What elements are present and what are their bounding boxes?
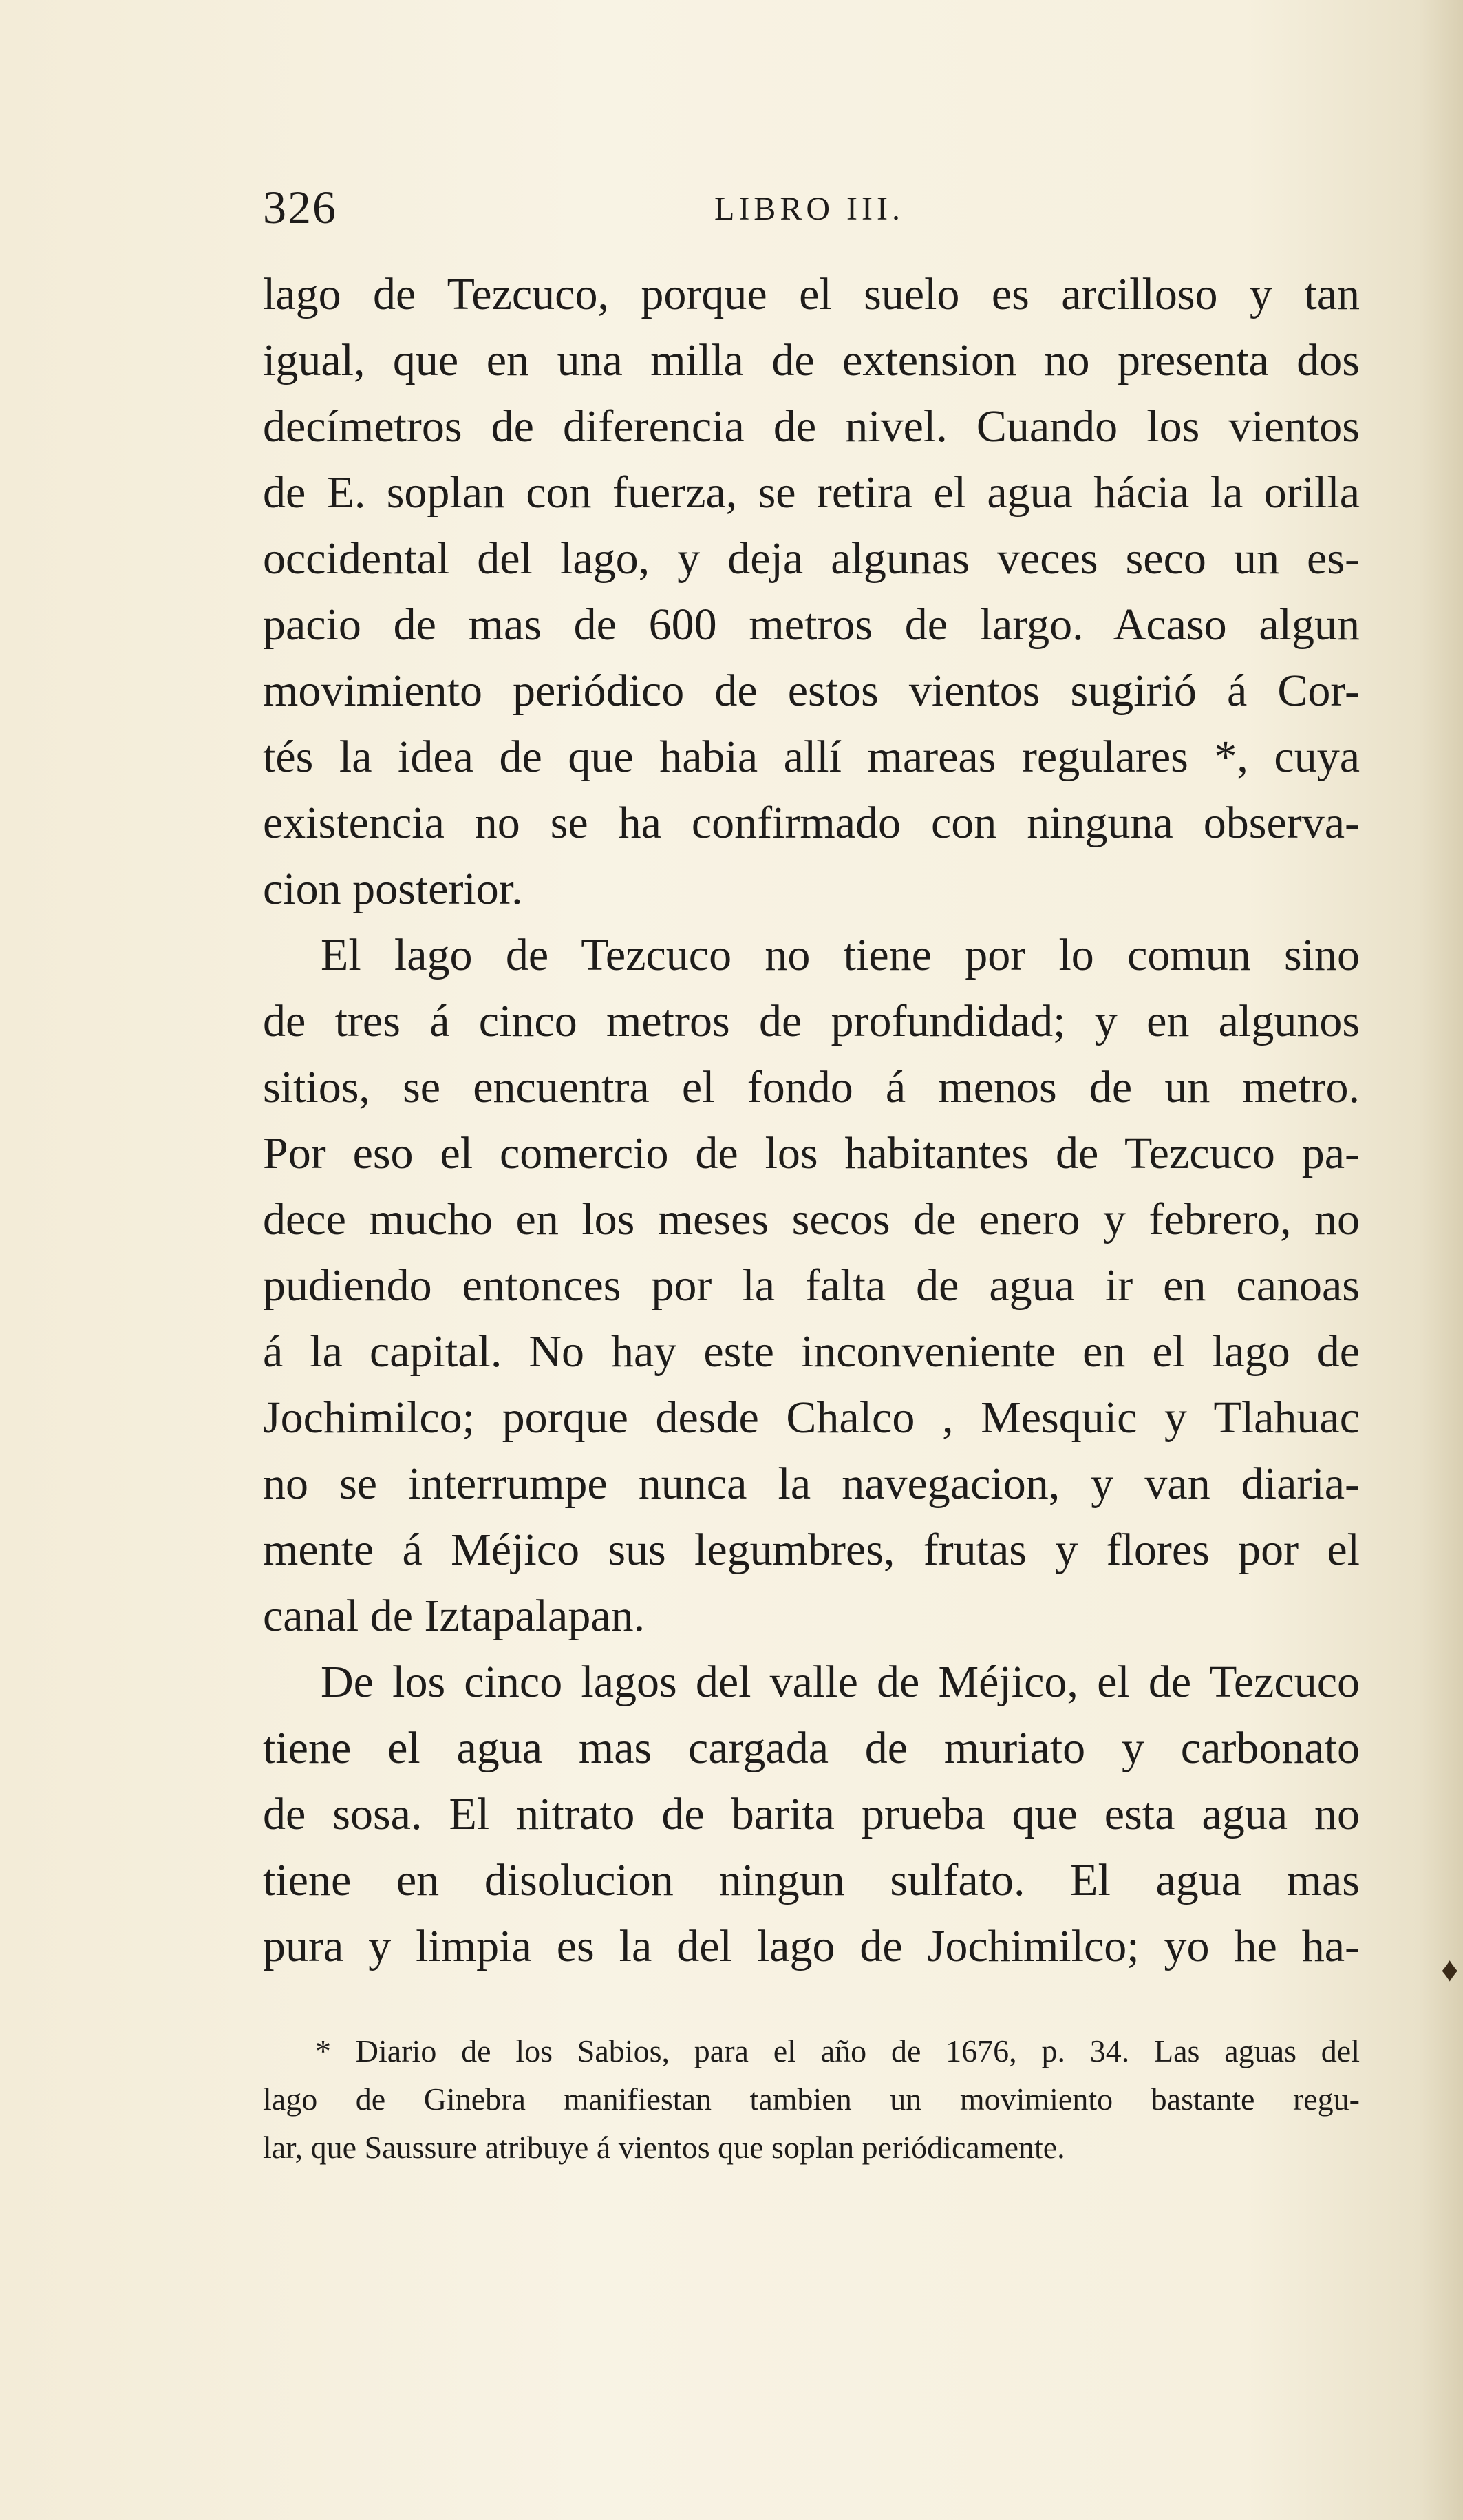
text-line: tiene en disolucion ningun sulfato. El agua mas	[263, 1855, 1360, 1905]
text-line: existencia no se ha confirmado con ninguna observa-	[263, 798, 1360, 848]
text-line: dece mucho en los meses secos de enero y febrero, no	[263, 1194, 1360, 1245]
text-line: de sosa. El nitrato de barita prueba que esta agua no	[263, 1789, 1360, 1839]
text-line: canal de Iztapalapan.	[263, 1591, 645, 1641]
paragraph-start-line: De los cinco lagos del valle de Méjico, el de Tezcuco	[321, 1657, 1360, 1707]
text-line: lago de Tezcuco, porque el suelo es arcilloso y tan	[263, 269, 1360, 319]
page-header	[263, 180, 1364, 242]
running-head: LIBRO III.	[714, 191, 904, 227]
footnote-line: lar, que Saussure atribuye á vientos que soplan periódicamente.	[263, 2130, 1065, 2165]
footnote-line: lago de Ginebra manifiestan tambien un movimiento bastante regu-	[263, 2082, 1360, 2117]
text-line: á la capital. No hay este inconveniente en el lago de	[263, 1326, 1360, 1377]
text-line: de tres á cinco metros de profundidad; y en algunos	[263, 996, 1360, 1046]
paragraph-start-line: El lago de Tezcuco no tiene por lo comun sino	[321, 930, 1360, 980]
main-text	[263, 262, 1360, 1980]
text-line: mente á Méjico sus legumbres, frutas y flores por el	[263, 1525, 1360, 1575]
margin-mark: ♦	[1441, 1950, 1459, 1989]
text-line: cion posterior.	[263, 864, 523, 914]
footnote	[263, 2027, 1360, 2172]
text-line: Jochimilco; porque desde Chalco , Mesquic y Tlahuac	[263, 1393, 1360, 1443]
text-line: Por eso el comercio de los habitantes de Tezcuco pa-	[263, 1128, 1360, 1178]
text-line: sitios, se encuentra el fondo á menos de un metro.	[263, 1062, 1360, 1112]
text-line: de E. soplan con fuerza, se retira el agua hácia la orilla	[263, 467, 1360, 518]
text-line: no se interrumpe nunca la navegacion, y van diaria-	[263, 1459, 1360, 1509]
text-line: pudiendo entonces por la falta de agua ir en canoas	[263, 1260, 1360, 1311]
page-number: 326	[263, 181, 337, 233]
text-line: tés la idea de que habia allí mareas regulares *, cuya	[263, 732, 1360, 782]
text-line: decímetros de diferencia de nivel. Cuando los vientos	[263, 401, 1360, 452]
text-line: igual, que en una milla de extension no presenta dos	[263, 335, 1360, 385]
footnote-line: * Diario de los Sabios, para el año de 1676, p. 34. Las aguas del	[315, 2033, 1360, 2068]
text-line: pacio de mas de 600 metros de largo. Acaso algun	[263, 600, 1360, 650]
text-line: pura y limpia es la del lago de Jochimilco; yo he ha-	[263, 1921, 1360, 1971]
text-line: tiene el agua mas cargada de muriato y carbonato	[263, 1723, 1360, 1773]
text-line: occidental del lago, y deja algunas veces seco un es-	[263, 533, 1360, 584]
text-line: movimiento periódico de estos vientos sugirió á Cor-	[263, 666, 1360, 716]
